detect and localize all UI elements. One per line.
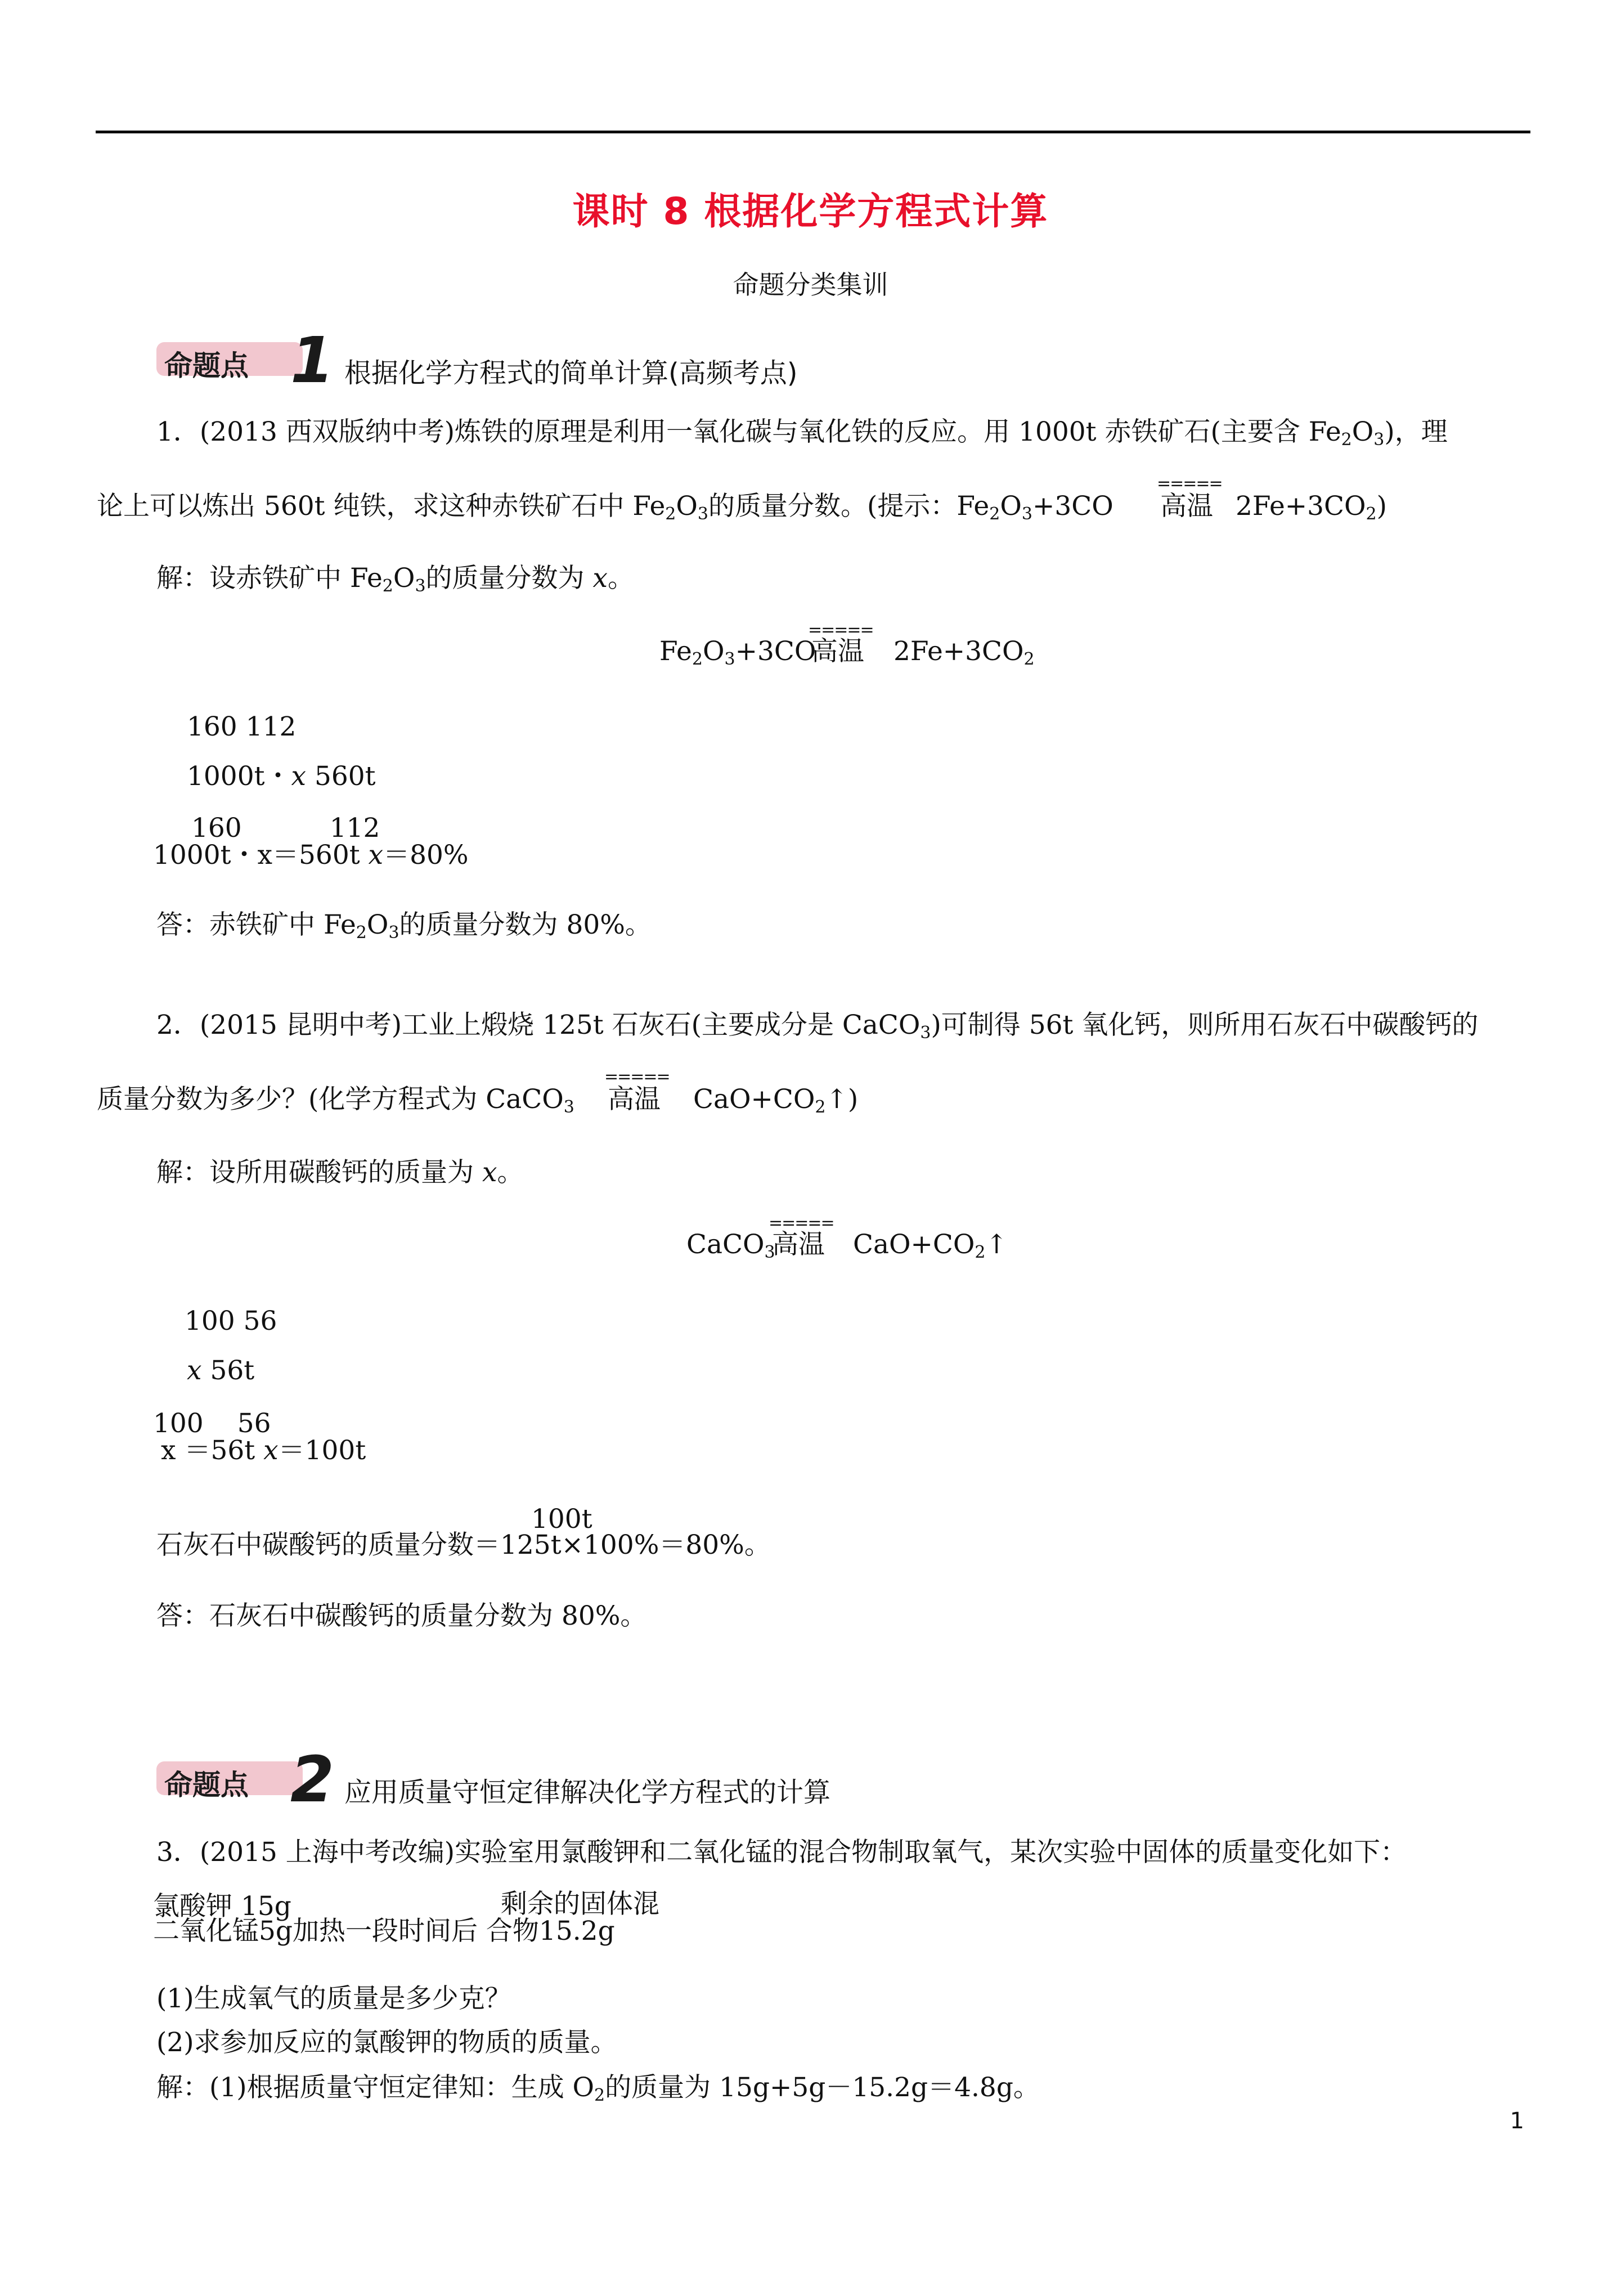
subscript: 3	[697, 504, 709, 524]
q2-line2	[97, 1083, 574, 1116]
variable: x	[187, 1355, 202, 1386]
solution-text: 。	[608, 563, 634, 594]
subscript: 2	[691, 649, 703, 669]
subscript: 2	[989, 504, 1000, 524]
q1-fraction-line	[153, 838, 469, 872]
q2-fraction-line	[161, 1434, 366, 1468]
numerator: 112	[329, 813, 380, 844]
equation-text: ↑	[985, 1229, 1008, 1260]
ratio-text: 56t	[201, 1355, 255, 1386]
subscript: 3	[563, 1097, 574, 1117]
reaction-condition: 高温	[772, 1229, 825, 1260]
equation-text: CaCO	[686, 1229, 765, 1260]
q1-line2-text: )	[1376, 491, 1387, 522]
solution-text: 的质量为 15g+5g－15.2g＝4.8g。	[605, 2072, 1040, 2103]
badge-number: 2	[290, 1743, 334, 1817]
q2-line2-tail	[693, 1083, 858, 1116]
badge-label: 命题点	[164, 349, 249, 382]
ratio-text: 560t	[306, 761, 376, 792]
solution-text: O	[393, 563, 415, 594]
answer-text: O	[366, 909, 389, 940]
answer-text: 的质量分数为 80%。	[399, 909, 652, 940]
q3-diagram-reactants: 氯酸钾 15g	[153, 1891, 291, 1922]
subscript: 3	[1021, 504, 1032, 524]
q2-line1	[156, 1008, 1478, 1042]
section-badge-2	[156, 1743, 342, 1817]
q1-line1-text: O	[1351, 416, 1374, 447]
q1-line2-text: +3CO	[1032, 491, 1113, 522]
subscript: 2	[1341, 430, 1352, 450]
equation-text: O	[702, 636, 725, 667]
subscript: 2	[665, 504, 676, 524]
variable: x	[291, 761, 307, 792]
q2-line2-text: 质量分数为多少？(化学方程式为 CaCO	[97, 1084, 564, 1115]
result: ＝80%	[383, 840, 469, 871]
section-heading-2: 应用质量守恒定律解决化学方程式的计算	[344, 1777, 831, 1808]
solution-text: 。	[497, 1157, 524, 1188]
subscript: 3	[764, 1243, 775, 1262]
subscript: 3	[1373, 430, 1385, 450]
q2-solution-setup	[156, 1156, 523, 1190]
q1-line2-text: O	[1000, 491, 1022, 522]
solution-text: 解：设赤铁矿中 Fe	[156, 563, 383, 594]
q1-line2-tail	[1236, 490, 1387, 523]
badge-number: 1	[290, 324, 334, 397]
equation-text: +3CO	[735, 636, 816, 667]
q2-equation	[686, 1228, 775, 1262]
subscript: 2	[1023, 649, 1035, 669]
reaction-condition-bar: =====	[769, 1213, 834, 1233]
q3-subquestion-1: (1)生成氧气的质量是多少克？	[156, 1983, 511, 2014]
subscript: 2	[1366, 504, 1377, 524]
calc-text: ×100%＝80%。	[561, 1530, 771, 1560]
header-rule	[96, 131, 1530, 133]
q2-line1-text: )可制得 56t 氧化钙，则所用石灰石中碳酸钙的	[931, 1010, 1479, 1041]
ratio-text: 1000t・	[187, 761, 291, 792]
denominator: 1000t・x	[153, 840, 273, 871]
q2-line1-text: 2．(2015 昆明中考)工业上煅烧 125t 石灰石(主要成分是 CaCO	[156, 1010, 920, 1041]
subscript: 3	[388, 923, 399, 943]
q2-equation-tail	[853, 1228, 1008, 1262]
badge-label: 命题点	[164, 1769, 249, 1801]
q1-line2-text: 的质量分数。(提示：Fe	[708, 491, 990, 522]
q1-line1	[156, 415, 1448, 449]
calc-text: 石灰石中碳酸钙的质量分数＝	[156, 1530, 500, 1560]
subscript: 2	[815, 1097, 826, 1117]
q1-ratio-molar: 160 112	[187, 711, 297, 742]
subscript: 2	[975, 1243, 986, 1262]
subscript: 2	[382, 576, 393, 596]
q1-equation	[659, 635, 816, 669]
result: ＝100t	[278, 1435, 366, 1466]
q3-subquestion-2: (2)求参加反应的氯酸钾的物质的质量。	[156, 2027, 617, 2058]
page-number: 1	[1510, 2108, 1524, 2134]
q1-line1-text: 1．(2013 西双版纳中考)炼铁的原理是利用一氧化碳与氧化铁的反应。用 1000t 赤铁矿石(主要含 Fe	[156, 416, 1341, 447]
reaction-condition: 高温	[811, 636, 864, 667]
q1-equation-tail	[893, 635, 1035, 669]
q2-answer: 答：石灰石中碳酸钙的质量分数为 80%。	[156, 1600, 647, 1631]
section-badge-1	[156, 324, 342, 397]
q1-line2-text: 2Fe+3CO	[1236, 491, 1366, 522]
denominator: x	[161, 1435, 185, 1466]
subscript: 2	[594, 2086, 605, 2105]
subscript: 3	[920, 1023, 931, 1043]
reaction-condition-bar: =====	[1157, 474, 1222, 494]
q1-line2	[97, 490, 1113, 523]
section-heading-1: 根据化学方程式的简单计算(高频考点)	[344, 357, 798, 389]
denominator: ＝56t	[184, 1435, 255, 1466]
q3-diagram-line2: 二氧化锰5g加热一段时间后 合物15.2g	[153, 1916, 615, 1947]
variable: x	[482, 1157, 497, 1188]
q2-percent-numerator: 100t	[531, 1504, 592, 1535]
reaction-condition: 高温	[1160, 491, 1213, 522]
q1-line1-text: )，理	[1384, 416, 1448, 447]
variable: x	[263, 1435, 279, 1466]
denominator: ＝560t	[272, 840, 360, 871]
reaction-condition-bar: =====	[604, 1067, 670, 1087]
solution-text: 解：(1)根据质量守恒定律知：生成 O	[156, 2072, 595, 2103]
variable: x	[592, 563, 608, 594]
q2-ratio-molar: 100 56	[185, 1306, 277, 1337]
q3-line1: 3．(2015 上海中考改编)实验室用氯酸钾和二氧化锰的混合物制取氧气，某次实验中固体的质量变化如下：	[156, 1837, 1407, 1868]
q1-line2-text: O	[676, 491, 698, 522]
subscript: 3	[724, 649, 735, 669]
numerator: 56	[237, 1408, 271, 1439]
denominator: 125t	[500, 1530, 562, 1560]
q1-solution-setup	[156, 562, 634, 595]
q2-line2-text: CaO+CO	[693, 1084, 815, 1115]
equation-text: CaO+CO	[853, 1229, 975, 1260]
equation-text: Fe	[659, 636, 692, 667]
q3-diagram-products: 剩余的固体混	[501, 1889, 659, 1920]
subscript: 2	[356, 923, 367, 943]
q2-line2-text: ↑)	[825, 1084, 859, 1115]
solution-text: 解：设所用碳酸钙的质量为	[156, 1157, 482, 1188]
numerator: 100	[153, 1408, 204, 1439]
reaction-condition-bar: =====	[808, 620, 873, 640]
page-subtitle: 命题分类集训	[733, 270, 888, 300]
subscript: 3	[415, 576, 426, 596]
solution-text: 的质量分数为	[425, 563, 593, 594]
page-title: 课时 8 根据化学方程式计算	[572, 190, 1049, 233]
numerator: 160	[191, 813, 242, 844]
q1-answer	[156, 908, 652, 942]
variable: x	[368, 840, 384, 871]
equation-text: 2Fe+3CO	[893, 636, 1024, 667]
q1-line2-text: 论上可以炼出 560t 纯铁，求这种赤铁矿石中 Fe	[97, 491, 666, 522]
q2-ratio-mass	[187, 1354, 254, 1388]
answer-text: 答：赤铁矿中 Fe	[156, 909, 356, 940]
q2-percent-calc	[156, 1528, 771, 1562]
reaction-condition: 高温	[608, 1084, 661, 1115]
q3-solution	[156, 2071, 1040, 2105]
q1-ratio-mass	[187, 760, 376, 793]
